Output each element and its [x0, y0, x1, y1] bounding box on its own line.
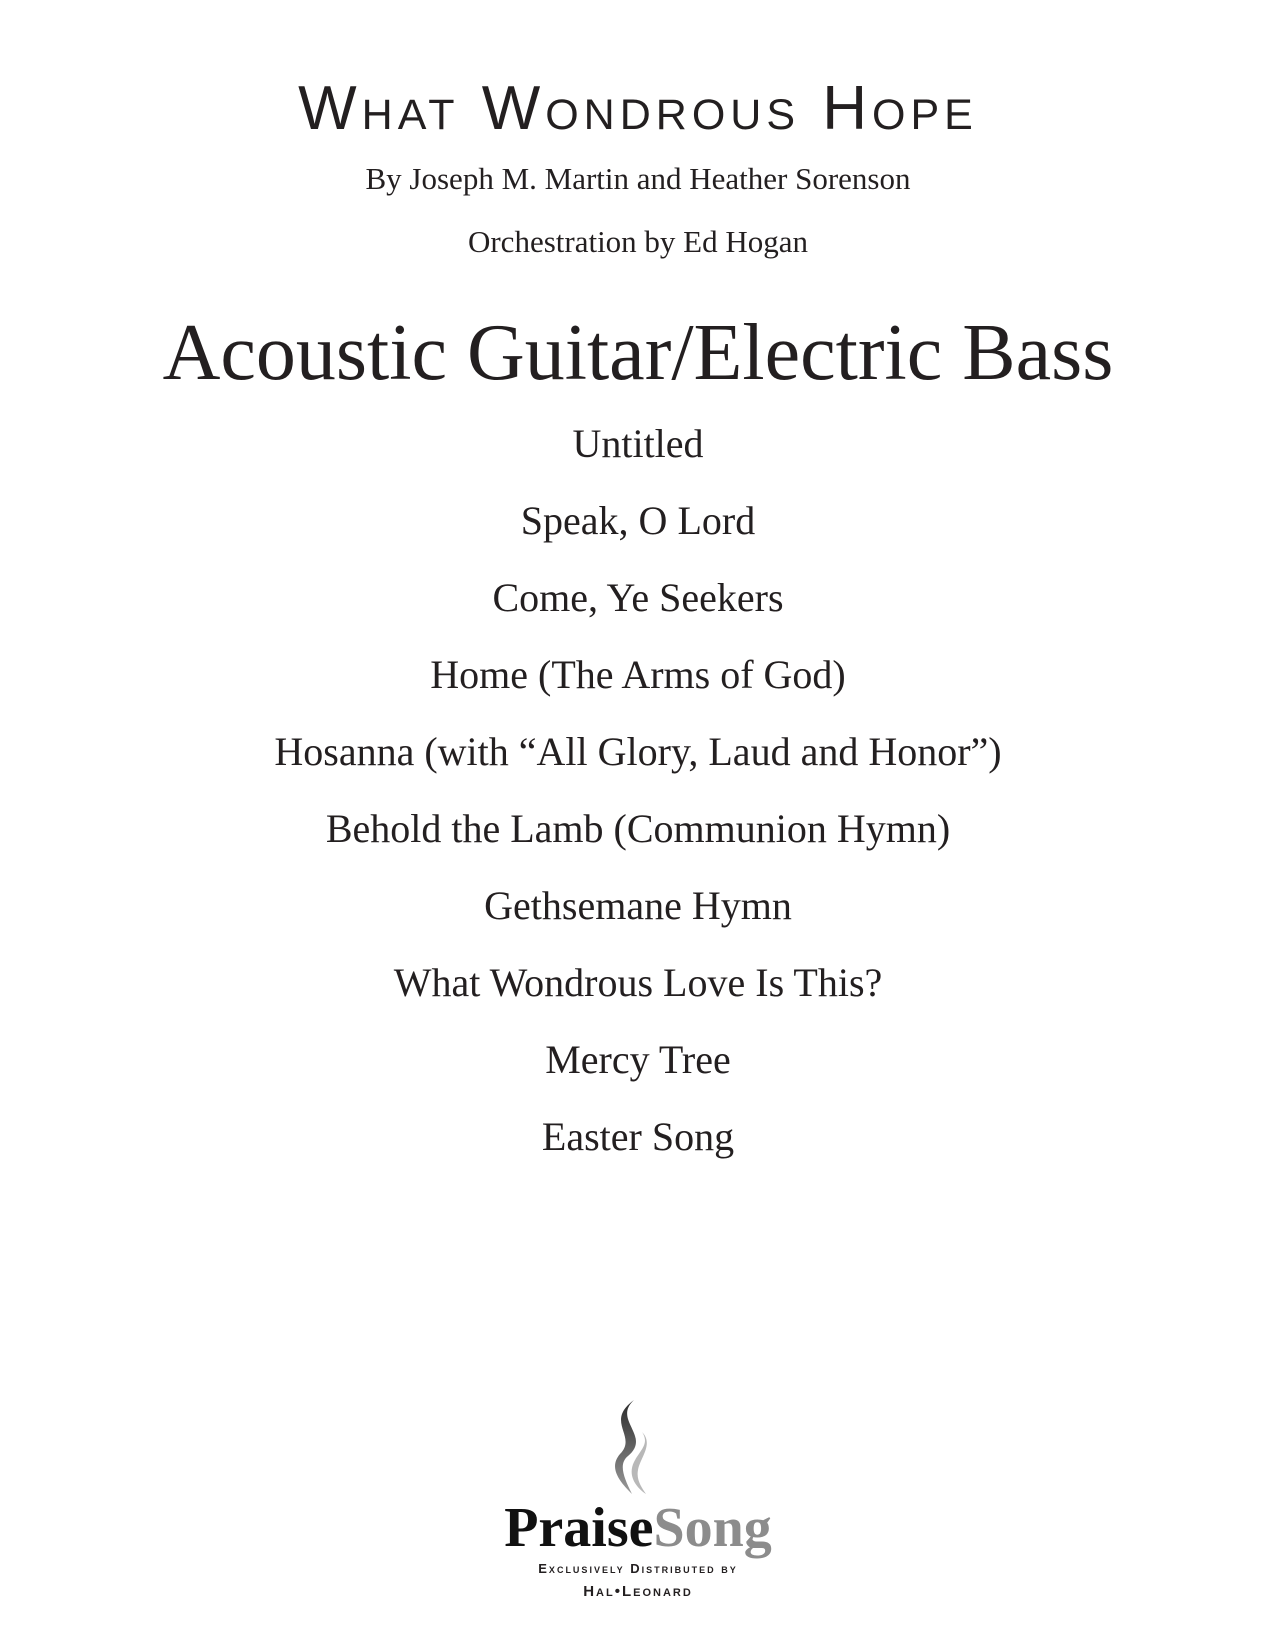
song-item: What Wondrous Love Is This?: [393, 960, 883, 1005]
song-item: Behold the Lamb (Communion Hymn): [325, 806, 951, 851]
distribution-note: Exclusively Distributed by: [538, 1561, 738, 1576]
song-item: Home (The Arms of God): [430, 652, 846, 697]
orchestration-credit: Orchestration by Ed Hogan: [467, 224, 809, 259]
instrument-title: Acoustic Guitar/Electric Bass: [162, 309, 1114, 397]
praisesong-logo: [0, 1497, 1276, 1559]
flame-swirl-icon: [594, 1398, 664, 1498]
logo-word-song: Song: [653, 1497, 772, 1559]
distributor-name: Hal•Leonard: [583, 1583, 693, 1600]
page-title: What Wondrous Hope: [298, 74, 978, 143]
song-item: Gethsemane Hymn: [484, 883, 792, 928]
song-item: Come, Ye Seekers: [492, 575, 784, 620]
song-item: Untitled: [572, 421, 704, 466]
logo-word-praise: Praise: [504, 1497, 654, 1559]
song-item: Speak, O Lord: [520, 498, 756, 543]
song-item: Easter Song: [541, 1114, 735, 1159]
song-list: [0, 421, 1276, 1194]
song-item: Mercy Tree: [545, 1037, 731, 1082]
song-item: Hosanna (with “All Glory, Laud and Honor”): [274, 729, 1002, 774]
composers-byline: By Joseph M. Martin and Heather Sorenson: [365, 161, 911, 196]
